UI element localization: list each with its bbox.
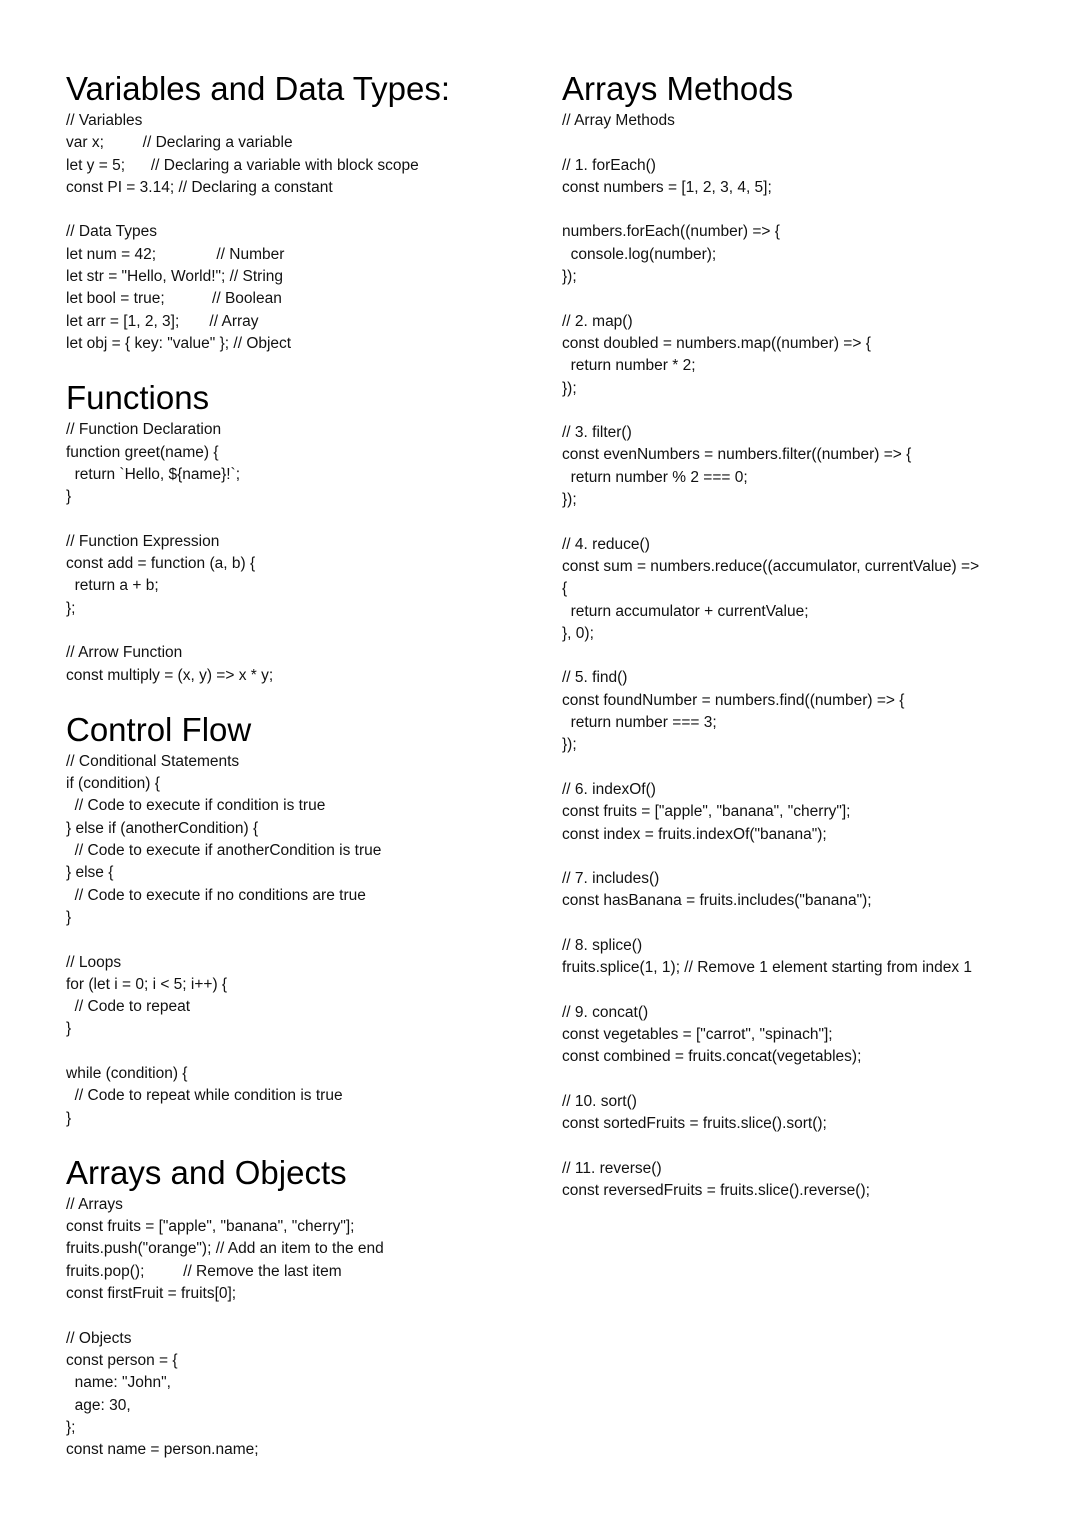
code-line — [562, 645, 1062, 667]
code-line: const numbers = [1, 2, 3, 4, 5]; — [562, 178, 772, 196]
code-line: let obj = { key: "value" }; // Object — [66, 334, 292, 352]
code-line — [562, 288, 1062, 310]
code-line: const hasBanana = fruits.includes("banana"); — [562, 892, 872, 910]
code-line: let bool = true; // Boolean — [66, 290, 282, 308]
code-line: // 4. reduce() — [562, 535, 650, 553]
code-line: } else { — [66, 864, 114, 882]
code-line — [66, 199, 536, 221]
code-line: name: "John", — [66, 1374, 171, 1392]
code-line: const combined = fruits.concat(vegetables); — [562, 1048, 862, 1066]
code-line: // Code to execute if anotherCondition is true — [66, 842, 382, 860]
section-spacer — [66, 687, 536, 709]
code-line: let str = "Hello, World!"; // String — [66, 268, 284, 286]
code-line: // Objects — [66, 1329, 132, 1347]
code-line: // 6. indexOf() — [562, 780, 656, 798]
code-line: fruits.splice(1, 1); // Remove 1 element starting from index 1 — [562, 959, 973, 977]
code-line — [562, 511, 1062, 533]
code-line: }); — [562, 491, 577, 509]
section-title: Variables and Data Types: — [66, 70, 451, 107]
code-line: let arr = [1, 2, 3]; // Array — [66, 312, 259, 330]
code-line: } — [66, 908, 72, 926]
code-line: const sum = numbers.reduce((accumulator, currentValue) => — [562, 557, 980, 575]
code-line: } else if (anotherCondition) { — [66, 819, 259, 837]
code-line — [562, 400, 1062, 422]
code-line: }); — [562, 379, 577, 397]
code-line: function greet(name) { — [66, 443, 219, 461]
code-line: } — [66, 488, 72, 506]
section-title: Arrays Methods — [562, 70, 794, 107]
code-line: // 9. concat() — [562, 1003, 649, 1021]
code-line: const index = fruits.indexOf("banana"); — [562, 825, 827, 843]
code-line: // 7. includes() — [562, 870, 660, 888]
code-line: const person = { — [66, 1351, 178, 1369]
code-line: // Code to execute if condition is true — [66, 797, 326, 815]
code-block — [562, 110, 1062, 1203]
code-line — [562, 132, 1062, 154]
code-line: // Arrays — [66, 1195, 123, 1213]
code-line: let num = 42; // Number — [66, 245, 285, 263]
code-line: if (condition) { — [66, 775, 160, 793]
section-functions — [66, 377, 536, 709]
code-line: const doubled = numbers.map((number) => { — [562, 334, 871, 352]
code-line: // Code to repeat — [66, 998, 191, 1016]
code-line — [66, 1041, 536, 1063]
code-line: const PI = 3.14; // Declaring a constant — [66, 178, 333, 196]
code-line: fruits.push("orange"); // Add an item to the end — [66, 1240, 384, 1258]
code-line: // Array Methods — [562, 112, 675, 129]
code-block — [66, 1194, 536, 1462]
code-line: // Code to execute if no conditions are true — [66, 886, 366, 904]
section-title: Functions — [66, 379, 210, 417]
code-line: return number % 2 === 0; — [562, 468, 748, 486]
code-line: while (condition) { — [66, 1064, 188, 1082]
code-line: fruits.pop(); // Remove the last item — [66, 1262, 342, 1280]
code-line — [562, 1136, 1062, 1158]
code-line: return number === 3; — [562, 714, 717, 732]
code-line: const add = function (a, b) { — [66, 555, 256, 573]
right-column — [562, 68, 1062, 1203]
code-line: // Arrow Function — [66, 644, 183, 662]
code-line: // Data Types — [66, 223, 158, 241]
code-line: age: 30, — [66, 1396, 131, 1414]
code-line: // Code to repeat while condition is true — [66, 1087, 343, 1105]
code-line — [66, 929, 536, 951]
section-arrays-and-objects — [66, 1152, 536, 1462]
section-title: Control Flow — [66, 710, 252, 748]
code-line: return `Hello, ${name}!`; — [66, 465, 241, 483]
code-line — [562, 1069, 1062, 1091]
code-line: const multiply = (x, y) => x * y; — [66, 666, 274, 684]
code-line: // Conditional Statements — [66, 752, 240, 770]
code-line: }; — [66, 599, 76, 617]
code-line: return a + b; — [66, 577, 159, 595]
section-control-flow — [66, 709, 536, 1152]
code-line — [562, 913, 1062, 935]
code-line: }; — [66, 1418, 76, 1436]
code-line: }); — [562, 268, 577, 286]
code-line: // 5. find() — [562, 669, 628, 687]
code-line: // 3. filter() — [562, 424, 632, 442]
section-spacer — [66, 1130, 536, 1152]
code-line — [562, 199, 1062, 221]
code-block — [66, 751, 536, 1130]
code-line: // Loops — [66, 953, 122, 971]
code-line: } — [66, 1109, 72, 1127]
code-block — [66, 110, 536, 355]
code-line — [562, 757, 1062, 779]
code-line: const sortedFruits = fruits.slice().sort(); — [562, 1115, 827, 1133]
section-title: Arrays and Objects — [66, 1153, 347, 1191]
code-line: const fruits = ["apple", "banana", "cherry"]; — [562, 803, 851, 821]
code-line: // 11. reverse() — [562, 1159, 662, 1177]
code-line: // Function Expression — [66, 532, 220, 550]
code-line: }, 0); — [562, 624, 594, 642]
left-column — [66, 68, 536, 1461]
code-line: const name = person.name; — [66, 1441, 259, 1459]
code-line: // 2. map() — [562, 312, 633, 330]
code-line: return number * 2; — [562, 357, 696, 375]
code-line: const foundNumber = numbers.find((number) => { — [562, 691, 905, 709]
code-line: const vegetables = ["carrot", "spinach"]; — [562, 1026, 833, 1044]
code-line: const firstFruit = fruits[0]; — [66, 1285, 237, 1303]
code-line: // 10. sort() — [562, 1093, 637, 1111]
code-line: numbers.forEach((number) => { — [562, 223, 780, 241]
section-variables-and-data-types — [66, 68, 536, 377]
code-line: return accumulator + currentValue; — [562, 602, 809, 620]
code-line: // Variables — [66, 112, 143, 129]
section-spacer — [66, 355, 536, 377]
code-line: const fruits = ["apple", "banana", "cherry"]; — [66, 1218, 355, 1236]
code-line: console.log(number); — [562, 245, 717, 263]
code-line: // 1. forEach() — [562, 156, 656, 174]
code-line: } — [66, 1020, 72, 1038]
code-line: var x; // Declaring a variable — [66, 134, 293, 152]
code-block — [66, 419, 536, 687]
code-line: for (let i = 0; i < 5; i++) { — [66, 975, 228, 993]
code-line: // Function Declaration — [66, 421, 222, 439]
code-line — [66, 1305, 536, 1327]
code-line: const evenNumbers = numbers.filter((number) => { — [562, 446, 912, 464]
section-arrays-methods — [562, 68, 1062, 1203]
code-line: const reversedFruits = fruits.slice().reverse(); — [562, 1182, 870, 1200]
code-line: // 8. splice() — [562, 936, 643, 954]
code-line — [66, 508, 536, 530]
code-line: { — [562, 580, 568, 598]
code-line — [562, 980, 1062, 1002]
code-line: }); — [562, 736, 577, 754]
code-line — [562, 846, 1062, 868]
code-line: let y = 5; // Declaring a variable with block scope — [66, 156, 419, 174]
code-line — [66, 620, 536, 642]
